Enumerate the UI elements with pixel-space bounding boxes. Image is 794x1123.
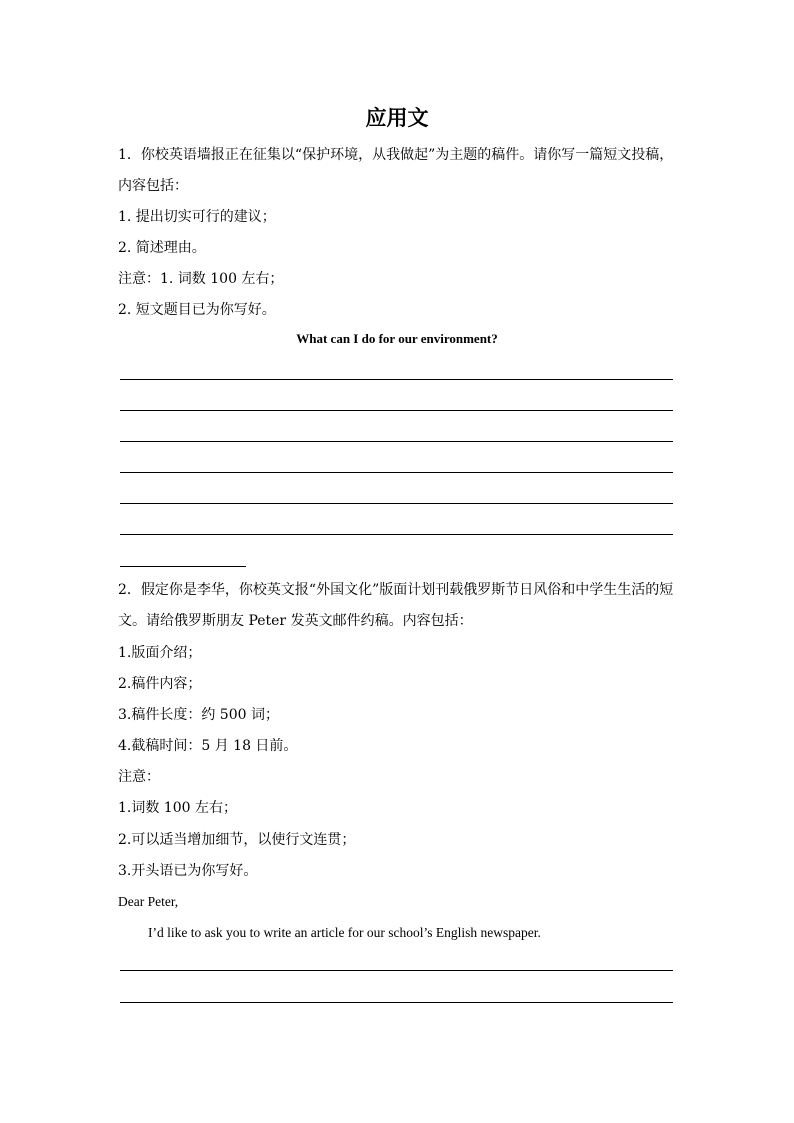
q2-salutation: Dear Peter, [118, 894, 179, 909]
q2-point3: 3.稿件长度：约 500 词； [118, 707, 279, 723]
q2-opening-sentence: I’d like to ask you to write an article for our school’s English newspaper. [148, 925, 541, 940]
q1-answer-line [120, 534, 673, 535]
q2-note2: 2.可以适当增加细节，以使行文连贯； [118, 832, 356, 848]
q1-prompt-line2: 内容包括： [118, 178, 188, 194]
q2-prompt-line2: 文。请给俄罗斯朋友 Peter 发英文邮件约稿。内容包括： [118, 613, 473, 629]
q2-point4: 4.截稿时间：5 月 18 日前。 [118, 738, 298, 754]
q2-note-heading: 注意： [118, 769, 160, 785]
q1-answer-line [120, 441, 673, 442]
q1-note2: 2. 短文题目已为你写好。 [118, 302, 276, 318]
q1-answer-line-short [120, 566, 246, 567]
q1-answer-line [120, 379, 673, 380]
q2-answer-line [120, 1002, 673, 1003]
page-title: 应用文 [365, 106, 429, 130]
q1-point2: 2. 简述理由。 [118, 240, 206, 256]
q2-point2: 2.稿件内容； [118, 676, 202, 692]
q2-note3: 3.开头语已为你写好。 [118, 863, 258, 879]
q1-answer-line [120, 410, 673, 411]
q2-point1: 1.版面介绍； [118, 645, 202, 661]
q1-note1: 注意：1. 词数 100 左右； [118, 271, 284, 287]
q2-note1: 1.词数 100 左右； [118, 800, 237, 816]
q1-essay-title: What can I do for our environment? [296, 331, 498, 346]
q1-answer-line [120, 503, 673, 504]
q1-point1: 1. 提出切实可行的建议； [118, 209, 276, 225]
q1-answer-line [120, 472, 673, 473]
q1-prompt-line1: 1．你校英语墙报正在征集以“保护环境，从我做起”为主题的稿件。请你写一篇短文投稿， [118, 147, 674, 163]
q2-prompt-line1: 2．假定你是李华，你校英文报“外国文化”版面计划刊载俄罗斯节日风俗和中学生生活的短 [118, 582, 674, 598]
q2-answer-line [120, 970, 673, 971]
